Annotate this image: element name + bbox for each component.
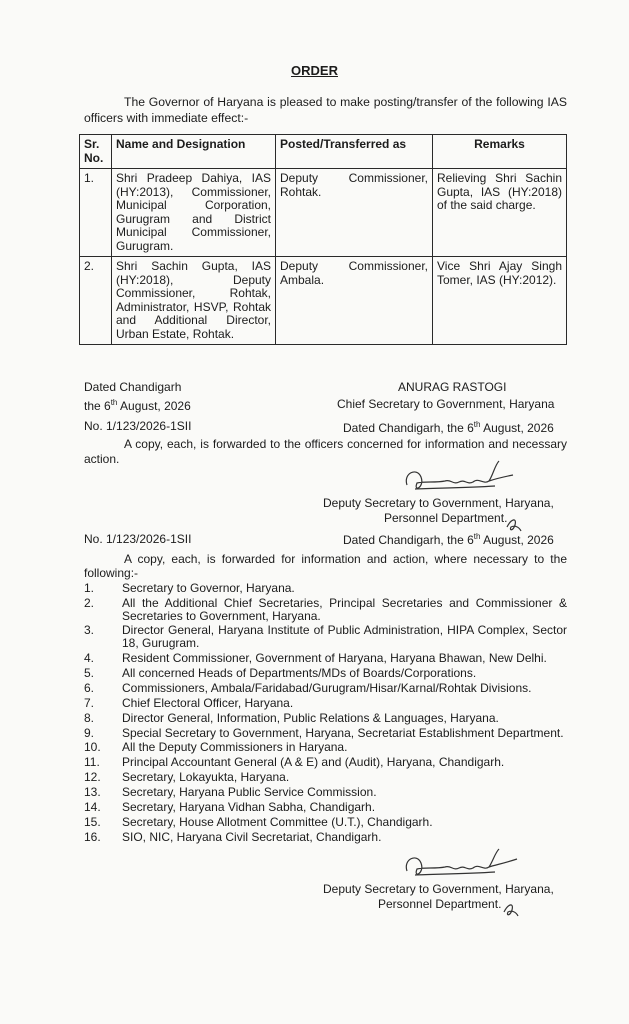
endorsement-number: No. 1/123/2026-1SII — [84, 532, 192, 546]
signatory-title: Chief Secretary to Government, Haryana — [337, 397, 555, 411]
table-header-row — [80, 135, 567, 169]
header-remarks: Remarks — [433, 135, 567, 169]
cell-posted: Deputy Commissioner, Ambala. — [276, 257, 433, 345]
table-row — [80, 169, 567, 257]
personnel-department: Personnel Department. — [378, 897, 502, 911]
cell-name: Shri Pradeep Dahiya, IAS (HY:2013), Commissioner, Municipal Corporation, Gurugram and District Municipal Commissioner, Gurugram. — [112, 169, 276, 257]
signature-image — [395, 845, 525, 885]
signatory-name: ANURAG RASTOGI — [398, 380, 507, 394]
document-title: ORDER — [291, 63, 338, 78]
list-item: 8. Director General, Information, Public Relations & Languages, Haryana. — [84, 710, 499, 725]
deputy-secretary-title: Deputy Secretary to Government, Haryana, — [323, 882, 554, 896]
personnel-department: Personnel Department. — [384, 511, 508, 525]
endorsement-date: Dated Chandigarh, the 6th August, 2026 — [343, 420, 554, 435]
list-item: 7. Chief Electoral Officer, Haryana. — [84, 695, 294, 710]
list-item: 13. Secretary, Haryana Public Service Commission. — [84, 785, 377, 800]
table-row — [80, 257, 567, 345]
list-item: 11. Principal Accountant General (A & E) and (Audit), Haryana, Chandigarh. — [84, 755, 505, 770]
header-sr-no: Sr. No. — [80, 135, 112, 169]
cell-posted: Deputy Commissioner, Rohtak. — [276, 169, 433, 257]
list-item: 5. All concerned Heads of Departments/MDs of Boards/Corporations. — [84, 665, 477, 680]
endorsement-number: No. 1/123/2026-1SII — [84, 419, 192, 433]
list-item: 2. All the Additional Chief Secretaries, Principal Secretaries and Commissioner & Secretaries to Government, Haryana. — [84, 595, 567, 623]
dated-date: the 6th August, 2026 — [84, 398, 191, 413]
cell-sr: 1. — [80, 169, 112, 257]
cell-name: Shri Sachin Gupta, IAS (HY:2018), Deputy Commissioner, Rohtak, Administrator, HSVP, Rohtak and Additional Director, Urban Estate, Rohtak. — [112, 257, 276, 345]
deputy-secretary-title: Deputy Secretary to Government, Haryana, — [323, 496, 554, 510]
initials-mark — [502, 900, 520, 920]
endorsement-date: Dated Chandigarh, the 6th August, 2026 — [343, 532, 554, 547]
dated-place: Dated Chandigarh — [84, 380, 182, 394]
signature-image — [395, 455, 525, 500]
distribution-list — [84, 582, 567, 846]
endorsement-text: A copy, each, is forwarded to the officers concerned for information and necessary action. — [84, 437, 567, 466]
list-item: 3. Director General, Haryana Institute of Public Administration, HIPA Complex, Sector 18, Gurugram. — [84, 623, 567, 651]
header-posted-as: Posted/Transferred as — [276, 135, 433, 169]
list-item: 6. Commissioners, Ambala/Faridabad/Gurugram/Hisar/Karnal/Rohtak Divisions. — [84, 680, 532, 695]
list-item: 9. Special Secretary to Government, Haryana, Secretariat Establishment Department. — [84, 725, 564, 740]
list-item: 4. Resident Commissioner, Government of Haryana, Haryana Bhawan, New Delhi. — [84, 651, 547, 666]
cell-sr: 2. — [80, 257, 112, 345]
cell-remarks: Vice Shri Ajay Singh Tomer, IAS (HY:2012). — [433, 257, 567, 345]
list-item: 1. Secretary to Governor, Haryana. — [84, 581, 295, 595]
list-item: 14. Secretary, Haryana Vidhan Sabha, Chandigarh. — [84, 799, 376, 814]
list-item: 10. All the Deputy Commissioners in Haryana. — [84, 740, 348, 755]
cell-remarks: Relieving Shri Sachin Gupta, IAS (HY:2018) of the said charge. — [433, 169, 567, 257]
list-item: 12. Secretary, Lokayukta, Haryana. — [84, 770, 290, 785]
order-intro: The Governor of Haryana is pleased to make posting/transfer of the following IAS officers with immediate effect:- — [84, 95, 567, 125]
endorsement-text: A copy, each, is forwarded for information and action, where necessary to the following:- — [84, 552, 567, 580]
header-name-designation: Name and Designation — [112, 135, 276, 169]
posting-table — [79, 134, 567, 345]
list-item: 15. Secretary, House Allotment Committee (U.T.), Chandigarh. — [84, 814, 433, 829]
list-item: 16. SIO, NIC, Haryana Civil Secretariat, Chandigarh. — [84, 829, 382, 844]
